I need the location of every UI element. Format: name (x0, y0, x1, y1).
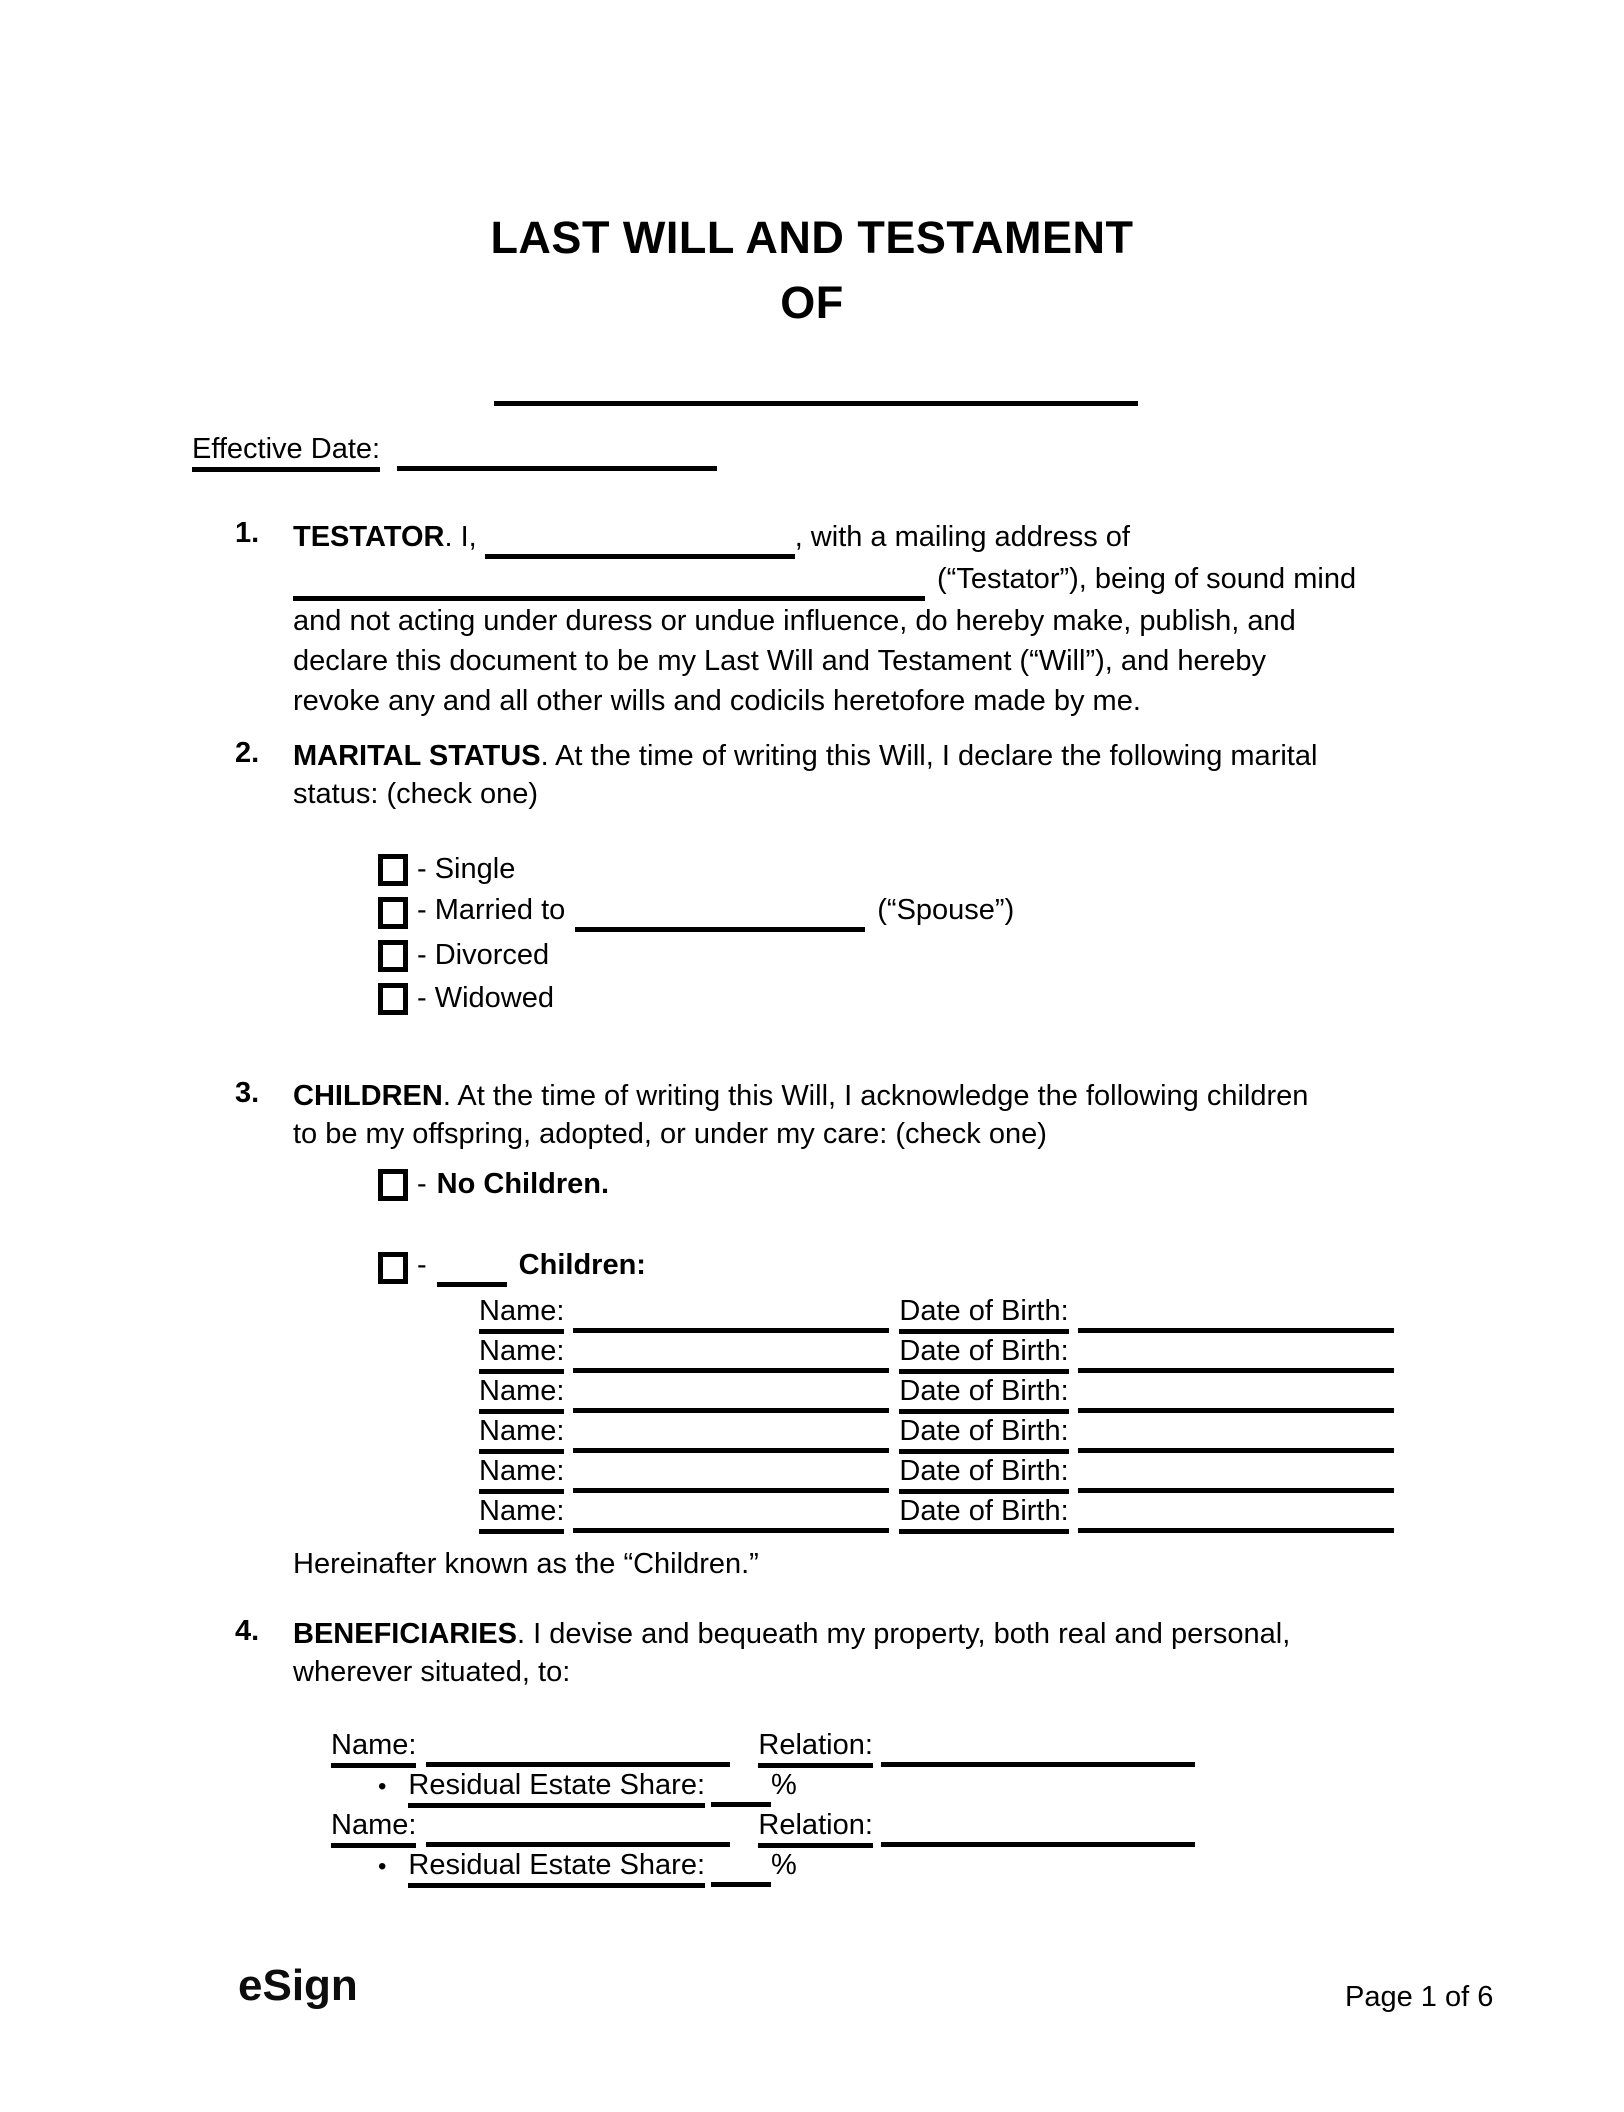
testator-heading: TESTATOR (293, 521, 445, 553)
widowed-label: - Widowed (417, 982, 554, 1014)
testator-line-5: revoke any and all other wills and codicils heretofore made by me. (293, 685, 1141, 717)
married-label-row (417, 894, 1014, 932)
child-4-dob-label: Date of Birth: (899, 1415, 1068, 1454)
beneficiary-1-relation-label: Relation: (758, 1729, 872, 1768)
children-line-1 (293, 1077, 1624, 1115)
child-1-dob-label: Date of Birth: (899, 1295, 1068, 1334)
beneficiary-row-2 (331, 1807, 1195, 1847)
section-3-number: 3. (235, 1077, 260, 1109)
title-line-2: OF (780, 277, 844, 328)
testator-lead: . I, (444, 521, 477, 553)
child-row-3 (479, 1373, 1394, 1413)
section-4-body (293, 1615, 1624, 1691)
section-4-number: 4. (235, 1615, 260, 1647)
divorced-label: - Divorced (417, 939, 550, 971)
marital-option-divorced (378, 934, 1014, 977)
child-2-name-label: Name: (479, 1335, 564, 1374)
child-6-dob-field[interactable] (1078, 1528, 1394, 1533)
section-marital-status (0, 737, 1624, 813)
beneficiaries-list (331, 1727, 1195, 1887)
testator-line-1 (293, 517, 1624, 559)
marital-line-2: status: (check one) (293, 778, 538, 810)
marital-option-widowed (378, 977, 1014, 1020)
marital-lead: . At the time of writing this Will, I declare the following marital (540, 740, 1318, 772)
testator-line-2 (293, 559, 1624, 601)
testator-line-1-rest: , with a mailing address of (794, 521, 1130, 553)
child-6-dob-label: Date of Birth: (899, 1495, 1068, 1534)
effective-date-field[interactable] (397, 466, 717, 471)
title-line-1: LAST WILL AND TESTAMENT (490, 212, 1134, 263)
beneficiary-1-name-label: Name: (331, 1729, 416, 1768)
beneficiary-2-name-label: Name: (331, 1809, 416, 1848)
children-heading: CHILDREN (293, 1080, 443, 1112)
marital-heading: MARITAL STATUS (293, 740, 541, 772)
children-count-row-label (417, 1249, 646, 1287)
child-4-name-label: Name: (479, 1415, 564, 1454)
spouse-suffix-label: (“Spouse”) (877, 893, 1015, 926)
child-3-dob-label: Date of Birth: (899, 1375, 1068, 1414)
esign-logo: eSign (238, 1961, 358, 2010)
checkbox-no-children[interactable] (378, 1169, 408, 1201)
children-count-option (378, 1246, 646, 1289)
testator-line-2-rest: (“Testator”), being of sound mind (937, 563, 1357, 595)
beneficiary-2-relation-field[interactable] (881, 1842, 1195, 1847)
beneficiary-2-relation-label: Relation: (758, 1809, 872, 1848)
section-2-body (293, 737, 1624, 813)
spouse-name-field[interactable] (575, 927, 865, 932)
checkbox-has-children[interactable] (378, 1252, 408, 1284)
checkbox-married[interactable] (378, 897, 408, 929)
child-row-5 (479, 1453, 1394, 1493)
child-3-name-label: Name: (479, 1375, 564, 1414)
single-label: - Single (417, 853, 516, 885)
child-6-name-field[interactable] (573, 1528, 889, 1533)
section-3-body (293, 1077, 1624, 1153)
no-children-option (378, 1163, 609, 1206)
no-children-row-label (417, 1168, 609, 1201)
effective-date-label: Effective Date: (192, 433, 380, 472)
checkbox-divorced[interactable] (378, 940, 408, 972)
child-5-dob-label: Date of Birth: (899, 1455, 1068, 1494)
testator-line-3: and not acting under duress or undue influence, do hereby make, publish, and (293, 605, 1296, 637)
children-count-field[interactable] (437, 1282, 507, 1287)
checkbox-widowed[interactable] (378, 983, 408, 1015)
marital-option-married (378, 891, 1014, 934)
child-5-name-label: Name: (479, 1455, 564, 1494)
children-count-dash: - (417, 1248, 427, 1281)
beneficiary-2-percent-sign: % (771, 1849, 797, 1881)
effective-date-row (192, 433, 717, 471)
child-6-name-label: Name: (479, 1495, 564, 1534)
beneficiary-1-relation-field[interactable] (881, 1762, 1195, 1767)
child-2-dob-label: Date of Birth: (899, 1335, 1068, 1374)
children-count-label: Children: (518, 1248, 646, 1281)
beneficiary-2-share-label: Residual Estate Share: (408, 1849, 705, 1888)
beneficiaries-line-2: wherever situated, to: (293, 1656, 571, 1688)
section-1-body (293, 517, 1624, 721)
beneficiary-2-share-field[interactable] (711, 1882, 771, 1887)
section-2-number: 2. (235, 737, 260, 769)
page-indicator: Page 1 of 6 (1345, 1981, 1494, 2013)
children-line-2: to be my offspring, adopted, or under my care: (check one) (293, 1118, 1047, 1150)
no-children-label: No Children. (436, 1168, 610, 1200)
hereinafter-note: Hereinafter known as the “Children.” (293, 1548, 759, 1580)
married-label: - Married to (417, 893, 566, 926)
section-beneficiaries (0, 1615, 1624, 1691)
document-title (0, 205, 1624, 335)
child-1-name-label: Name: (479, 1295, 564, 1334)
checkbox-single[interactable] (378, 854, 408, 886)
marital-line-1 (293, 737, 1624, 775)
testator-name-blank[interactable] (494, 401, 1138, 406)
beneficiary-1-share-label: Residual Estate Share: (408, 1769, 705, 1808)
no-children-dash: - (417, 1168, 427, 1200)
child-row-6 (479, 1493, 1394, 1533)
child-row-2 (479, 1333, 1394, 1373)
beneficiary-share-row-2 (331, 1847, 1195, 1887)
testator-line-4: declare this document to be my Last Will and Testament (“Will”), and hereby (293, 645, 1266, 677)
section-testator (0, 517, 1624, 721)
child-row-1 (479, 1293, 1394, 1333)
beneficiary-row-1 (331, 1727, 1195, 1767)
beneficiaries-lead: . I devise and bequeath my property, both real and personal, (516, 1618, 1291, 1650)
beneficiary-1-percent-sign: % (771, 1769, 797, 1801)
children-list (479, 1293, 1394, 1533)
bullet-icon: • (378, 1853, 387, 1880)
section-1-number: 1. (235, 517, 260, 549)
beneficiaries-line-1 (293, 1615, 1624, 1653)
beneficiary-share-row-1 (331, 1767, 1195, 1807)
section-children (0, 1077, 1624, 1153)
child-row-4 (479, 1413, 1394, 1453)
children-lead: . At the time of writing this Will, I acknowledge the following children (442, 1080, 1309, 1112)
marital-option-single (378, 848, 1014, 891)
beneficiaries-heading: BENEFICIARIES (293, 1618, 517, 1650)
bullet-icon: • (378, 1773, 387, 1800)
marital-options (378, 848, 1014, 1020)
